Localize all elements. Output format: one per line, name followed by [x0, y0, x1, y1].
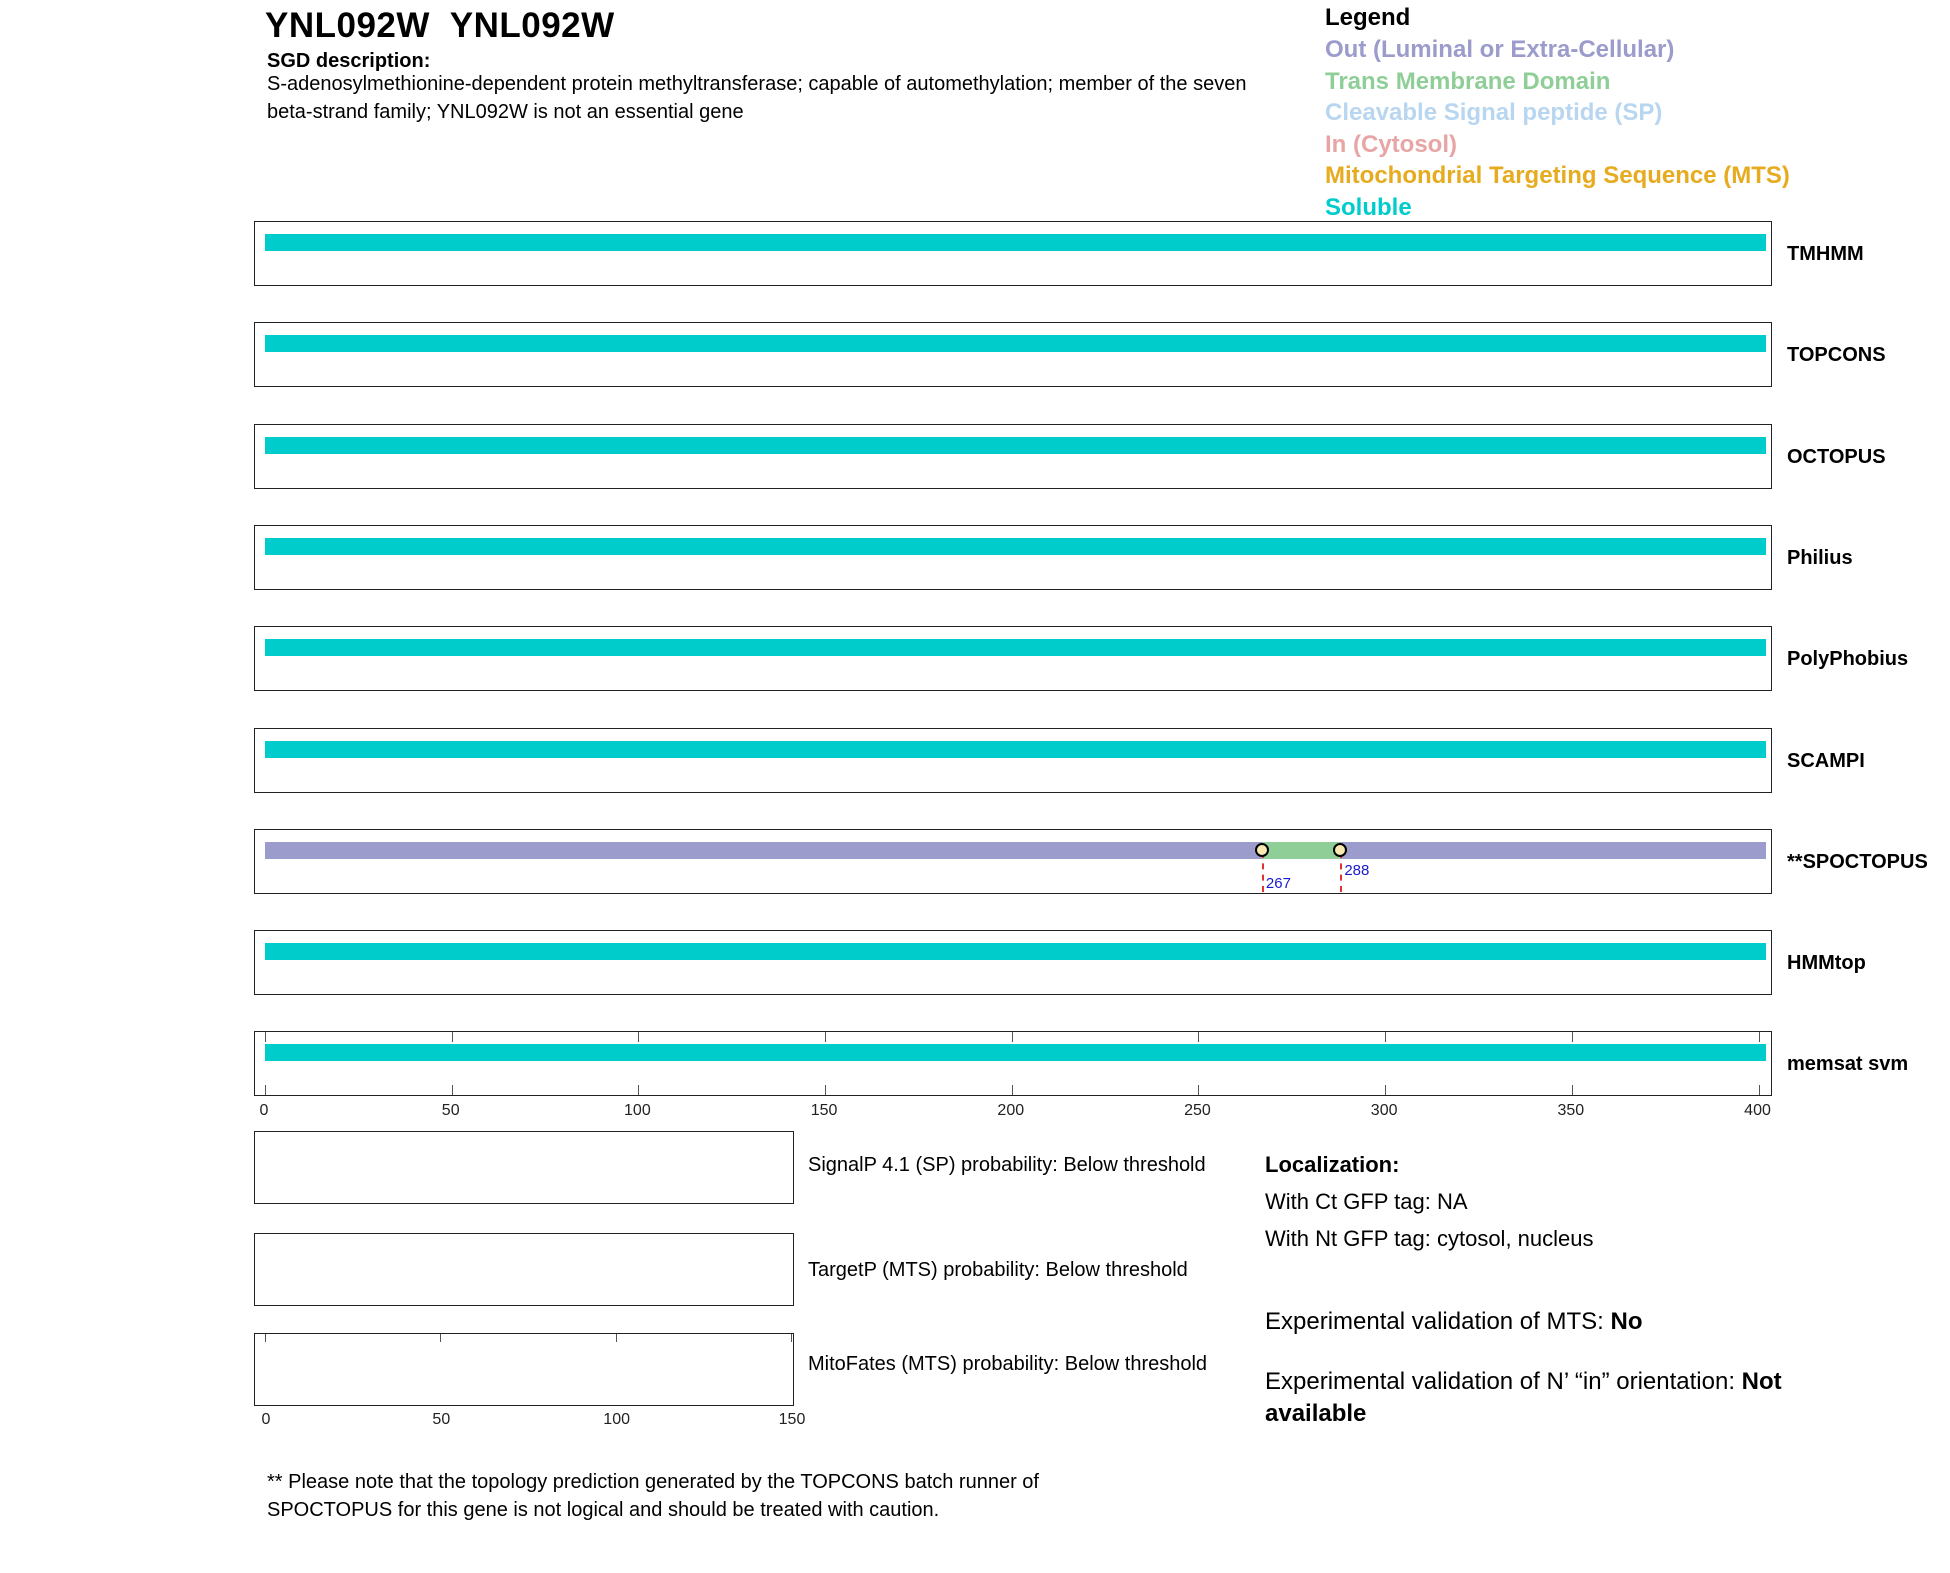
mito-axis-label: 0	[261, 1411, 271, 1428]
method-label: TOPCONS	[1787, 344, 1886, 366]
tm-boundary-marker	[1255, 843, 1269, 857]
track-hmmtop	[254, 930, 1772, 995]
track-philius	[254, 525, 1772, 590]
mito-axis-tick	[265, 1334, 266, 1342]
method-label: **SPOCTOPUS	[1787, 851, 1928, 873]
track-spoctopus	[254, 829, 1772, 894]
segment-soluble	[265, 1044, 1766, 1061]
mito-axis-tick	[791, 1334, 792, 1342]
exp-mts-label: Experimental validation of MTS:	[1265, 1308, 1611, 1335]
exp-nin-label: Experimental validation of N’ “in” orientation:	[1265, 1368, 1742, 1395]
legend-item-in: In (Cytosol)	[1325, 130, 1457, 158]
localization-ct: With Ct GFP tag: NA	[1265, 1189, 1468, 1214]
mito-axis-label: 100	[603, 1411, 631, 1428]
method-label: TMHMM	[1787, 243, 1864, 265]
signalp-plot	[254, 1131, 794, 1204]
segment-soluble	[265, 234, 1766, 251]
page-title: YNL092W YNL092W	[265, 6, 615, 45]
segment-soluble	[265, 538, 1766, 555]
axis-tick-top	[1385, 1032, 1386, 1042]
segment-soluble	[265, 943, 1766, 960]
axis-tick-top	[452, 1032, 453, 1042]
localization-block	[1265, 1146, 1594, 1257]
axis-tick-top	[1012, 1032, 1013, 1042]
method-label: HMMtop	[1787, 952, 1866, 974]
tm-boundary-line	[1262, 852, 1264, 892]
legend-title: Legend	[1325, 4, 1411, 31]
exp-mts-value: No	[1610, 1308, 1643, 1335]
axis-tick-top	[265, 1032, 266, 1042]
axis-tick-label: 300	[1370, 1102, 1398, 1119]
legend	[1325, 2, 1790, 223]
localization-heading: Localization:	[1265, 1152, 1400, 1177]
segment-out	[1340, 842, 1766, 859]
mito-axis-tick	[616, 1334, 617, 1342]
axis-tick-label: 350	[1557, 1102, 1585, 1119]
exp-validation-mts	[1265, 1306, 1885, 1338]
axis-tick-bottom	[1198, 1085, 1199, 1095]
legend-item-sp: Cleavable Signal peptide (SP)	[1325, 99, 1663, 126]
segment-soluble	[265, 639, 1766, 656]
axis-tick-label: 100	[624, 1102, 651, 1119]
exp-validation-nin	[1265, 1366, 1885, 1430]
sgd-description-label: SGD description:	[267, 50, 431, 72]
mito-axis-label: 150	[778, 1411, 806, 1428]
axis-tick-bottom	[265, 1085, 266, 1095]
exp-nin-value: Not available	[1265, 1368, 1782, 1427]
axis-tick-label: 0	[259, 1102, 269, 1119]
method-label: Philius	[1787, 547, 1853, 569]
tm-boundary-label: 267	[1265, 875, 1291, 892]
segment-tm	[1262, 842, 1340, 859]
axis-tick-label: 400	[1744, 1102, 1771, 1119]
axis-tick-top	[638, 1032, 639, 1042]
axis-tick-bottom	[825, 1085, 826, 1095]
targetp-plot	[254, 1233, 794, 1306]
axis-tick-label: 50	[441, 1102, 460, 1119]
method-label: OCTOPUS	[1787, 446, 1886, 468]
segment-out	[265, 842, 1262, 859]
legend-item-tm: Trans Membrane Domain	[1325, 67, 1611, 95]
legend-item-mts: Mitochondrial Targeting Sequence (MTS)	[1325, 162, 1790, 189]
tm-boundary-line	[1340, 852, 1342, 892]
axis-tick-bottom	[1012, 1085, 1013, 1095]
sgd-description-text: S-adenosylmethionine-dependent protein methyltransferase; capable of automethylation; member of the seven beta-strand family; YNL092W is not an essential gene	[267, 73, 1247, 123]
mitofates-probability: MitoFates (MTS) probability: Below threshold	[808, 1353, 1208, 1375]
segment-soluble	[265, 741, 1766, 758]
method-label: memsat svm	[1787, 1053, 1909, 1075]
axis-tick-bottom	[1385, 1085, 1386, 1095]
mito-axis-tick	[440, 1334, 441, 1342]
segment-soluble	[265, 335, 1766, 352]
localization-nt: With Nt GFP tag: cytosol, nucleus	[1265, 1226, 1594, 1251]
axis-tick-bottom	[638, 1085, 639, 1095]
axis-tick-top	[1759, 1032, 1760, 1042]
track-scampi	[254, 728, 1772, 793]
axis-tick-top	[1572, 1032, 1573, 1042]
segment-soluble	[265, 437, 1766, 454]
axis-tick-top	[1198, 1032, 1199, 1042]
track-polyphobius	[254, 626, 1772, 691]
axis-tick-label: 150	[810, 1102, 838, 1119]
axis-tick-top	[825, 1032, 826, 1042]
tm-boundary-label: 288	[1344, 862, 1370, 879]
method-label: PolyPhobius	[1787, 648, 1909, 670]
axis-tick-bottom	[1759, 1085, 1760, 1095]
track-memsat-svm	[254, 1031, 1772, 1096]
mitofates-plot	[254, 1333, 794, 1406]
axis-tick-label: 250	[1184, 1102, 1211, 1119]
targetp-probability: TargetP (MTS) probability: Below threshold	[808, 1259, 1188, 1281]
axis-tick-bottom	[1572, 1085, 1573, 1095]
axis-tick-bottom	[452, 1085, 453, 1095]
track-topcons	[254, 322, 1772, 387]
track-octopus	[254, 424, 1772, 489]
method-label: SCAMPI	[1787, 750, 1865, 772]
legend-item-out: Out (Luminal or Extra-Cellular)	[1325, 36, 1675, 63]
signalp-probability: SignalP 4.1 (SP) probability: Below threshold	[808, 1154, 1206, 1176]
legend-item-soluble: Soluble	[1325, 193, 1412, 221]
track-tmhmm	[254, 221, 1772, 286]
footnote: ** Please note that the topology prediction generated by the TOPCONS batch runner of SPOCTOPUS for this gene is not logical and should be treated with caution.	[267, 1471, 1039, 1521]
axis-tick-label: 200	[997, 1102, 1025, 1119]
mito-axis-label: 50	[432, 1411, 451, 1428]
